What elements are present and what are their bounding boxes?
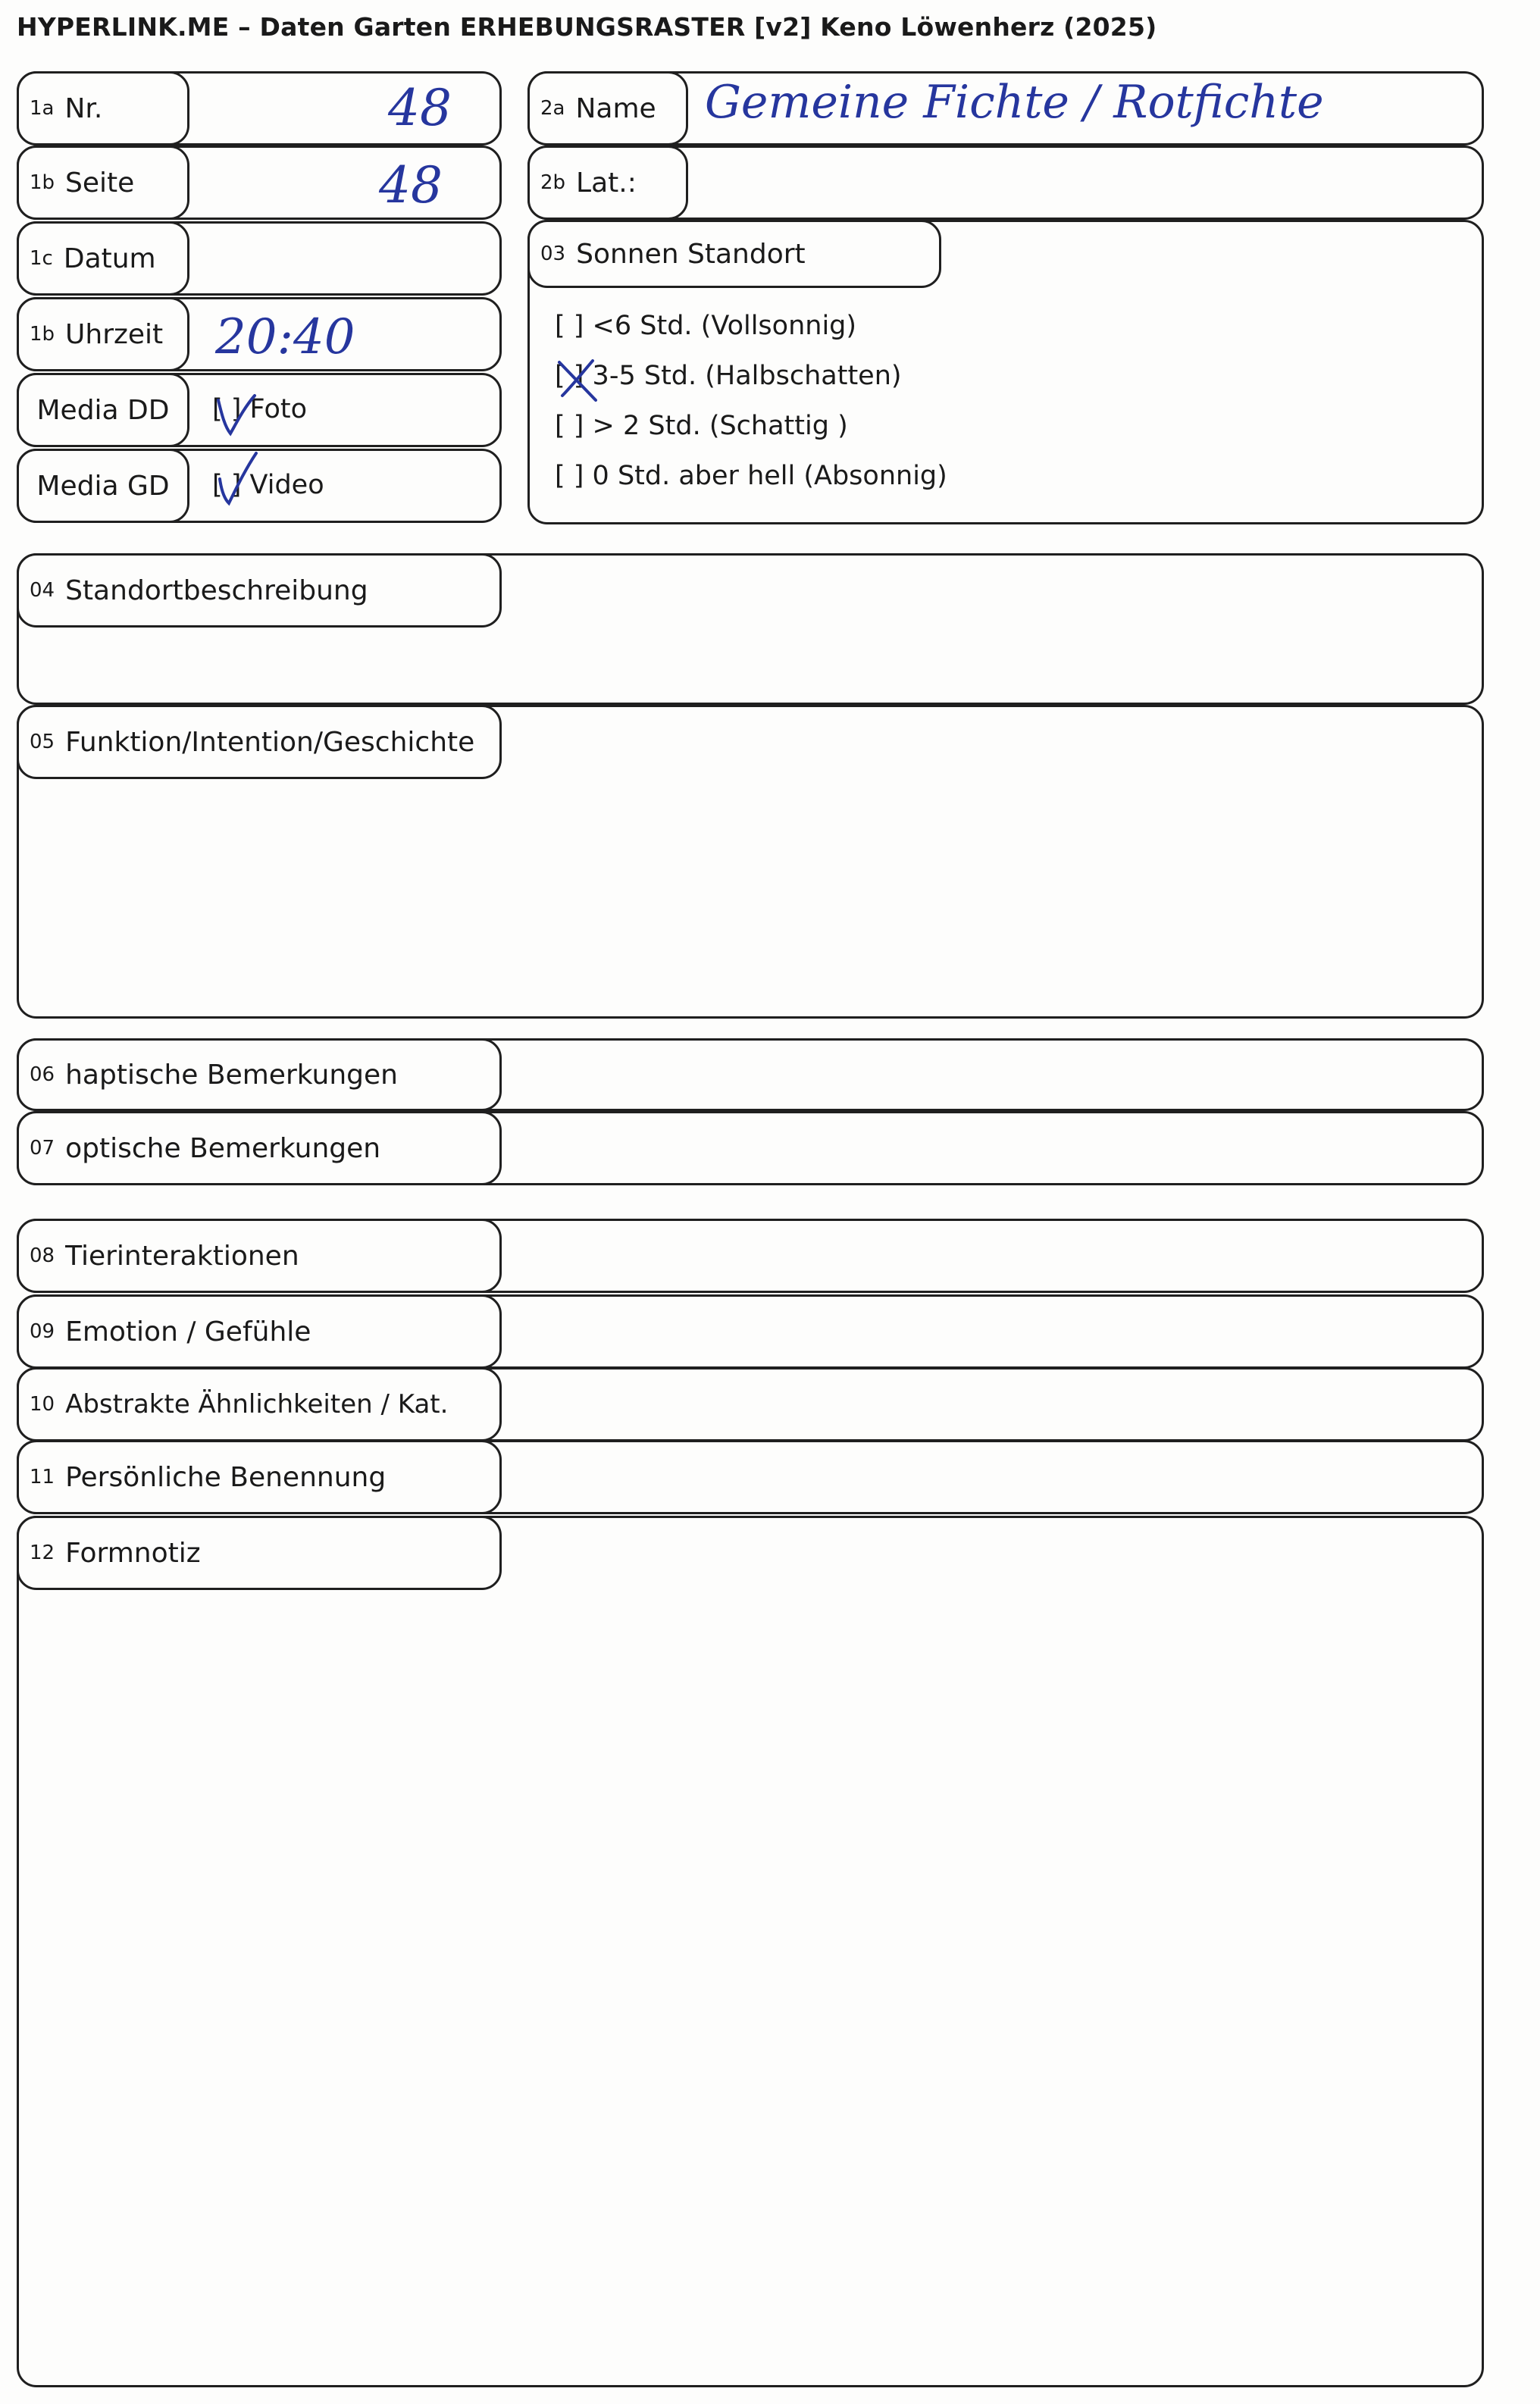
field-label: Sonnen Standort xyxy=(576,238,806,270)
field-label: Funktion/Intention/Geschichte xyxy=(65,726,475,758)
field-label: Emotion / Gefühle xyxy=(65,1316,311,1348)
field-label: Datum xyxy=(63,243,156,274)
field-number: 08 xyxy=(30,1244,55,1267)
field-label: Seite xyxy=(65,167,135,199)
standortbeschreibung-label xyxy=(17,553,502,628)
option-vollsonnig[interactable]: [ ] <6 Std. (Vollsonnig) xyxy=(555,311,857,341)
abstrakte-label xyxy=(17,1367,502,1441)
seite-label xyxy=(17,146,189,220)
field-number: 11 xyxy=(30,1466,55,1488)
datum-label xyxy=(17,221,189,296)
option-absonnig[interactable]: [ ] 0 Std. aber hell (Absonnig) xyxy=(555,461,947,491)
field-number: 05 xyxy=(30,731,55,753)
field-number: 1b xyxy=(30,171,55,194)
name-value: Gemeine Fichte / Rotfichte xyxy=(705,76,1324,129)
foto-checkbox[interactable]: [ ] Foto xyxy=(212,394,307,424)
field-number: 09 xyxy=(30,1320,55,1343)
seite-value: 48 xyxy=(379,156,443,214)
field-number: 12 xyxy=(30,1542,55,1564)
sonnen-standort-label xyxy=(527,220,941,288)
field-number: 1b xyxy=(30,323,55,346)
formnotiz-label xyxy=(17,1516,502,1590)
field-number: 1a xyxy=(30,97,55,120)
formnotiz-field[interactable] xyxy=(17,1516,1484,2387)
field-number: 07 xyxy=(30,1137,55,1160)
option-schattig[interactable]: [ ] > 2 Std. (Schattig ) xyxy=(555,411,848,441)
lat-label xyxy=(527,146,688,220)
field-number: 03 xyxy=(540,243,566,265)
field-number: 04 xyxy=(30,579,55,602)
media-gd-label xyxy=(17,449,189,523)
field-label: Standortbeschreibung xyxy=(65,574,368,606)
field-number: 10 xyxy=(30,1393,55,1416)
field-label: Name xyxy=(575,92,656,124)
nr-value: 48 xyxy=(388,79,452,137)
field-label: Tierinteraktionen xyxy=(65,1240,299,1272)
media-dd-label xyxy=(17,373,189,447)
uhrzeit-label xyxy=(17,297,189,371)
video-checkbox[interactable]: [ ] Video xyxy=(212,470,324,500)
field-label: Persönliche Benennung xyxy=(65,1461,387,1493)
nr-label xyxy=(17,71,189,146)
check-mark-icon xyxy=(214,449,267,509)
field-label: optische Bemerkungen xyxy=(65,1132,381,1164)
check-mark-icon xyxy=(214,390,267,443)
haptische-label xyxy=(17,1038,502,1111)
uhrzeit-value: 20:40 xyxy=(215,309,355,365)
field-label: Media GD xyxy=(36,470,170,502)
field-label: Media DD xyxy=(36,394,170,426)
field-label: Uhrzeit xyxy=(65,318,164,350)
tierinteraktionen-label xyxy=(17,1219,502,1293)
page-title: HYPERLINK.ME – Daten Garten ERHEBUNGSRASTER [v2] Keno Löwenherz (2025) xyxy=(17,12,1157,42)
field-label: Lat.: xyxy=(576,167,637,199)
field-number: 1c xyxy=(30,247,53,270)
field-number: 06 xyxy=(30,1063,55,1086)
name-label xyxy=(527,71,688,146)
funktion-label xyxy=(17,705,502,779)
field-number: 2a xyxy=(540,97,565,120)
option-halbschatten[interactable]: [ ] 3-5 Std. (Halbschatten) xyxy=(555,361,902,391)
optische-label xyxy=(17,1111,502,1185)
field-label: haptische Bemerkungen xyxy=(65,1059,398,1091)
x-mark-icon xyxy=(553,356,606,405)
field-label: Formnotiz xyxy=(65,1537,201,1569)
field-number: 2b xyxy=(540,171,566,194)
field-label: Abstrakte Ähnlichkeiten / Kat. xyxy=(65,1389,449,1420)
field-label: Nr. xyxy=(64,92,103,124)
persoenliche-label xyxy=(17,1440,502,1514)
emotion-label xyxy=(17,1294,502,1369)
